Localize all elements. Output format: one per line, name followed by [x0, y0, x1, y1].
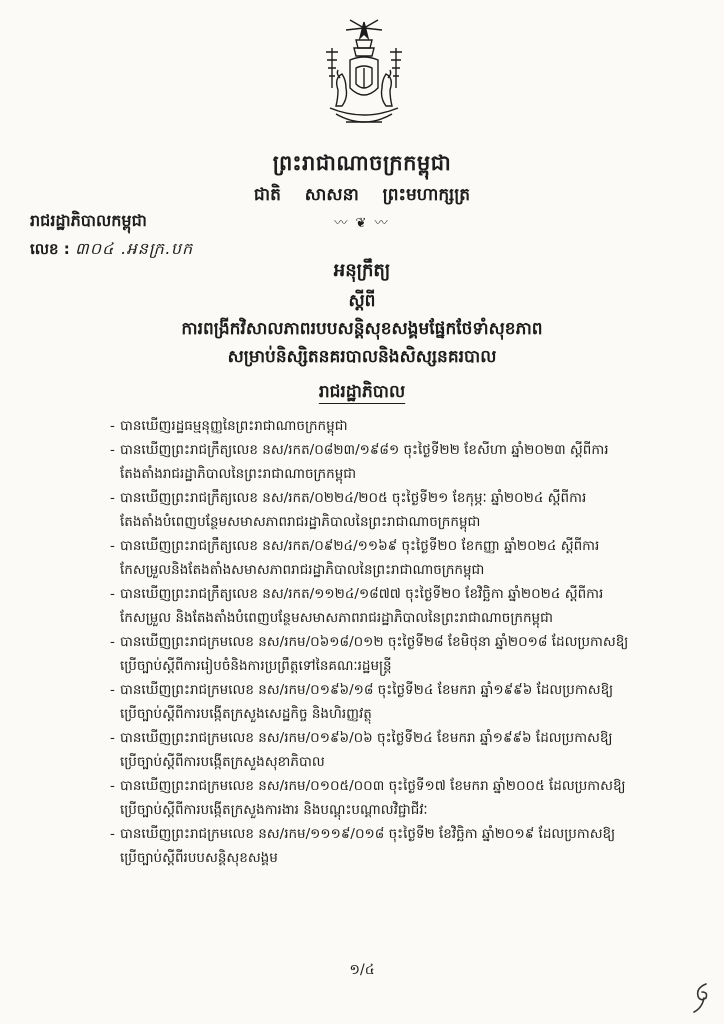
issuing-government: រាជរដ្ឋាភិបាលកម្ពុជា: [30, 211, 147, 230]
reference-value: ៣០៤ .អនក្រ.បក: [75, 239, 194, 258]
royal-coat-of-arms-emblem: [316, 18, 412, 136]
reference-label: លេខ :: [30, 240, 70, 258]
legal-basis-item: - បានឃើញព្រះរាជក្រមលេខ នស/រកម/០១៩៦/១៨ ចុះថ្ងៃទី២៤ ខែមករា ឆ្នាំ១៩៩៦ ដែលប្រកាសឱ្យ ប្រើច្បាប់ស្តីពីការបង្កើតក្រសួងសេដ្ឋកិច្ច និងហិរញ្ញវត្ថុ: [110, 682, 614, 722]
legal-basis-item: - បានឃើញរដ្ឋធម្មនុញ្ញនៃព្រះរាជាណាចក្រកម្ពុជា: [110, 418, 348, 434]
legal-basis-list: [110, 414, 690, 870]
legal-basis-item: - បានឃើញព្រះរាជក្រឹត្យលេខ នស/រកត/០៨២៣/១៩៨១ ចុះថ្ងៃទី២២ ខែសីហា ឆ្នាំ២០២៣ ស្តីពីការ តែងតាំងរាជរដ្ឋាភិបាលនៃព្រះរាជាណាចក្រកម្ពុជា: [110, 442, 609, 482]
national-motto: ជាតិ សាសនា ព្រះមហាក្សត្រ: [253, 185, 471, 205]
legal-basis-item: - បានឃើញព្រះរាជក្រឹត្យលេខ នស/រកត/១១២៤/១៨៧៧ ចុះថ្ងៃទី២០ ខែវិច្ឆិកា ឆ្នាំ២០២៤ ស្តីពីការ កែសម្រួល និងតែងតាំងបំពេញបន្ថែមសមាសភាពរាជរដ្ឋាភិបាលនៃព្រះរាជាណាចក្រកម្ពុជា: [110, 586, 604, 626]
legal-basis-item: - បានឃើញព្រះរាជក្រមលេខ នស/រកម/០១០៥/០០៣ ចុះថ្ងៃទី១៧ ខែមករា ឆ្នាំ២០០៥ ដែលប្រកាសឱ្យ ប្រើច្បាប់ស្តីពីការបង្កើតក្រសួងការងារ និងបណ្តុះបណ្តាលវិជ្ជាជីវៈ: [110, 778, 626, 818]
decorative-ornament: 〰 ❦ 〰: [334, 216, 390, 231]
subject-title-line-1: ការពង្រីកវិសាលភាពរបបសន្តិសុខសង្គមផ្នែកថែទាំសុខភាព: [181, 319, 543, 339]
legal-basis-item: - បានឃើញព្រះរាជក្រឹត្យលេខ នស/រកត/០២២៤/២០៥ ចុះថ្ងៃទី២១ ខែកុម្ភៈ ឆ្នាំ២០២៤ ស្តីពីការ តែងតាំងបំពេញបន្ថែមសមាសភាពរាជរដ្ឋាភិបាលនៃព្រះរាជាណាចក្រកម្ពុជា: [110, 490, 587, 530]
kingdom-heading: ព្រះរាជាណាចក្រកម្ពុជា: [272, 151, 452, 175]
legal-basis-item: - បានឃើញព្រះរាជក្រមលេខ នស/រកម/០៦១៨/០១២ ចុះថ្ងៃទី២៨ ខែមិថុនា ឆ្នាំ២០១៨ ដែលប្រកាសឱ្យ ប្រើច្បាប់ស្តីពីការរៀបចំនិងការប្រព្រឹត្តទៅនៃគណៈរដ្ឋមន្ត្រី: [110, 634, 629, 674]
page-number: ១/៤: [349, 962, 375, 978]
legal-basis-item: - បានឃើញព្រះរាជក្រឹត្យលេខ នស/រកត/០៩២៤/១១៦៩ ចុះថ្ងៃទី២០ ខែកញ្ញា ឆ្នាំ២០២៤ ស្តីពីការ កែសម្រួលនិងតែងតាំងសមាសភាពរាជរដ្ឋាភិបាលនៃព្រះរាជាណាចក្រកម្ពុជា: [110, 538, 600, 578]
handwritten-initial-mark: [688, 980, 714, 1014]
about-label: ស្តីពី: [348, 291, 376, 311]
document-type: អនុក្រឹត្យ: [333, 260, 391, 281]
subject-title-line-2: សម្រាប់និស្សិតនគរបាលនិងសិស្សនគរបាល: [227, 347, 497, 367]
legal-basis-item: - បានឃើញព្រះរាជក្រមលេខ នស/រកម/១១១៩/០១៨ ចុះថ្ងៃទី២ ខែវិច្ឆិកា ឆ្នាំ២០១៩ ដែលប្រកាសឱ្យ ប្រើច្បាប់ស្តីពីរបបសន្តិសុខសង្គម: [110, 826, 616, 866]
issuer-heading: រាជរដ្ឋាភិបាល: [318, 382, 406, 402]
legal-basis-item: - បានឃើញព្រះរាជក្រមលេខ នស/រកម/០១៩៦/០៦ ចុះថ្ងៃទី២៤ ខែមករា ឆ្នាំ១៩៩៦ ដែលប្រកាសឱ្យ ប្រើច្បាប់ស្តីពីការបង្កើតក្រសួងសុខាភិបាល: [110, 730, 613, 770]
